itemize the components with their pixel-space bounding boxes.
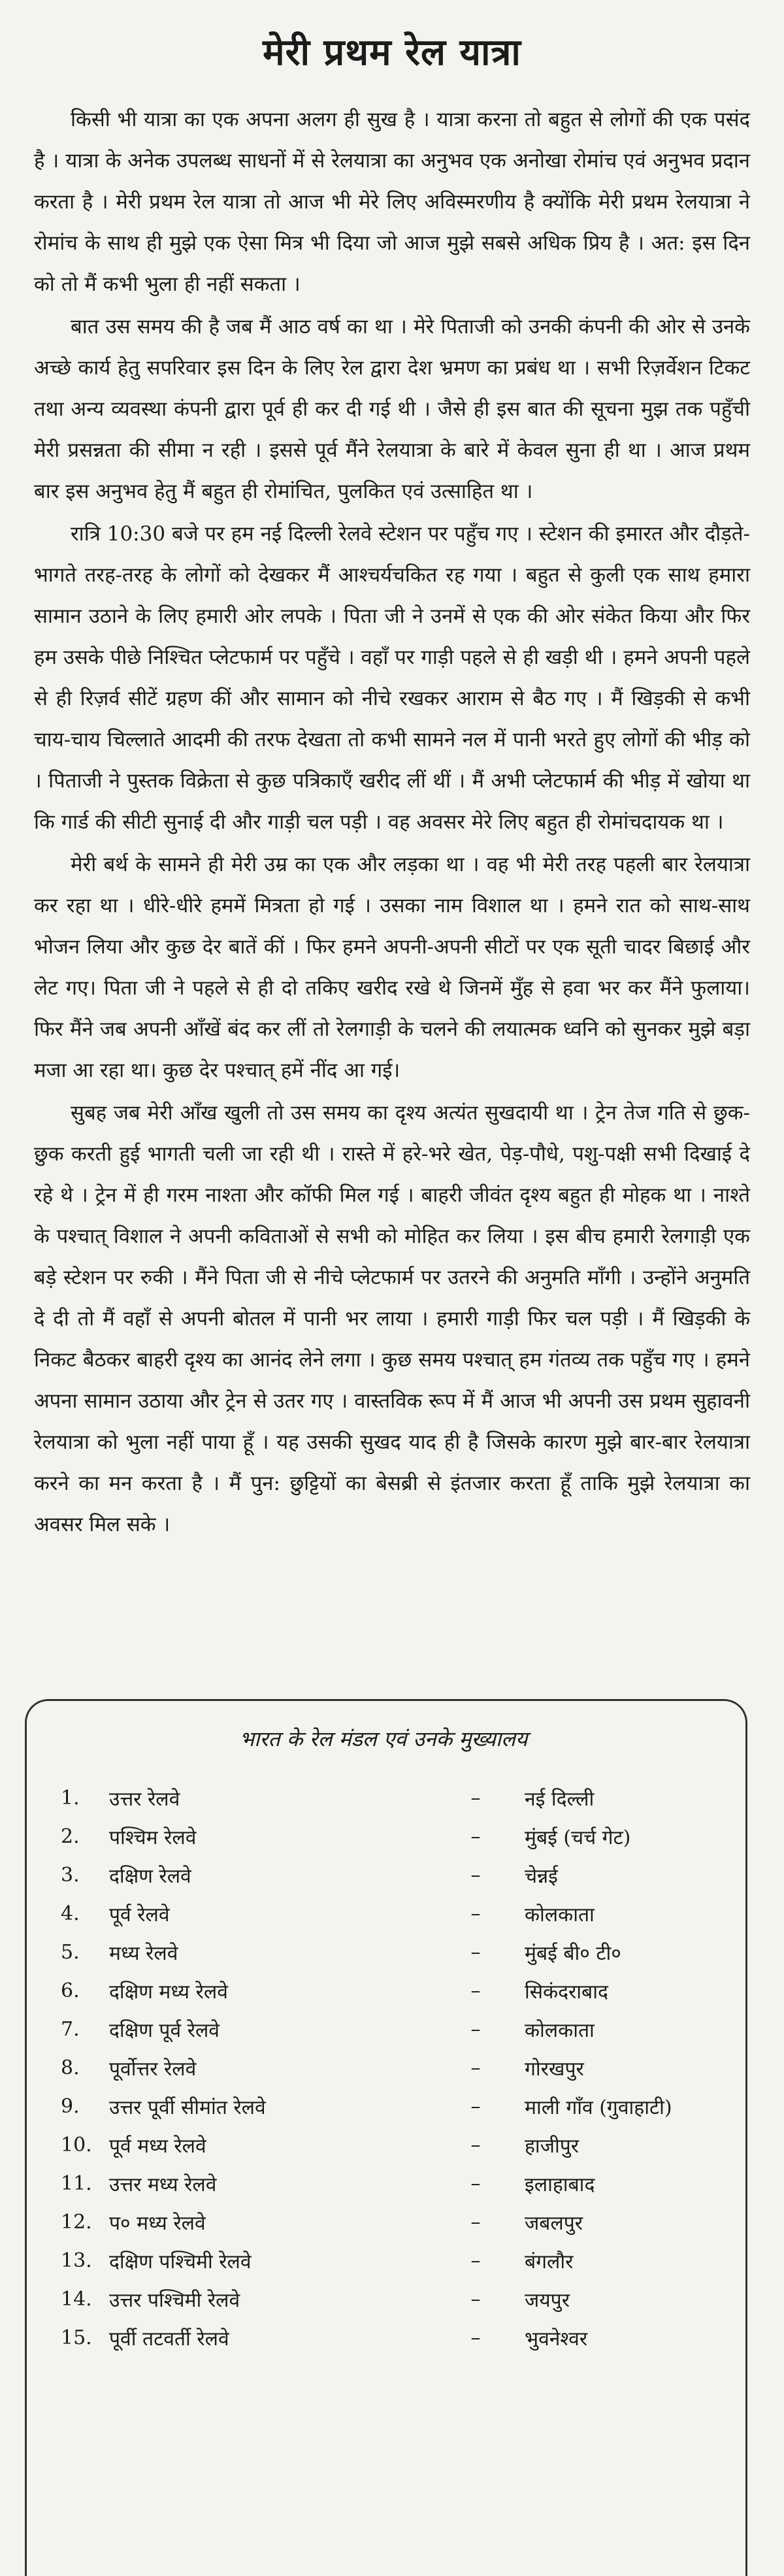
zone-headquarters: मुंबई बी० टी० <box>525 1942 621 1965</box>
zone-row <box>61 2241 706 2280</box>
essay-paragraph-5: सुबह जब मेरी आँख खुली तो उस समय का दृश्य अत्यंत सुखदायी था । ट्रेन तेज गति से छुक-छुक करती हुई भागती चली जा रही थी । रास्ते में हरे-भरे खेत, पेड़-पौधे, पशु-पक्षी सभी दिखाई दे रहे थे । ट्रेन में ही गरम नाश्ता और कॉफी मिल गई । बाहरी जीवंत दृश्य बहुत ही मोहक था । नाश्ते के पश्चात् विशाल ने अपनी कविताओं से सभी को मोहित कर लिया । इस बीच हमारी रेलगाड़ी एक बड़े स्टेशन पर रुकी । मैंने पिता जी से नीचे प्लेटफार्म पर उतरने की अनुमति माँगी । उन्होंने अनुमति दे दी तो मैं वहाँ से अपनी बोतल में पानी भर लाया । हमारी गाड़ी फिर चल पड़ी । मैं खिड़की के निकट बैठकर बाहरी दृश्य का आनंद लेने लगा । कुछ समय पश्चात् हम गंतव्य तक पहुँच गए । हमने अपना सामान उठाया और ट्रेन से उतर गए । वास्तविक रूप में मैं आज भी अपनी उस प्रथम सुहावनी रेलयात्रा को भुला नहीं पाया हूँ । यह उसकी सुखद याद ही है जिसके कारण मुझे बार-बार रेलयात्रा करने का मन करता है । मैं पुन: छुट्टियों का बेसब्री से इंतजार करता हूँ ताकि मुझे रेलयात्रा का अवसर मिल सके । <box>34 1101 750 1536</box>
zone-headquarters: जयपुर <box>525 2289 570 2312</box>
zone-number: 3. <box>61 1864 80 1887</box>
zone-name: दक्षिण मध्य रेलवे <box>109 1981 228 2004</box>
zone-row <box>61 2049 706 2087</box>
essay-paragraph-2: बात उस समय की है जब मैं आठ वर्ष का था । मेरे पिताजी को उनकी कंपनी की ओर से उनके अच्छे कार्य हेतु सपरिवार इस दिन के लिए रेल द्वारा देश भ्रमण का प्रबंध था । सभी रिज़र्वेशन टिकट तथा अन्य व्यवस्था कंपनी द्वारा पूर्व ही कर दी गई थी । जैसे ही इस बात की सूचना मुझ तक पहुँची मेरी प्रसन्नता की सीमा न रही । इससे पूर्व मैंने रेलयात्रा के बारे में केवल सुना ही था । आज प्रथम बार इस अनुभव हेतु मैं बहुत ही रोमांचित, पुलकित एवं उत्साहित था । <box>34 315 750 503</box>
zone-name: दक्षिण पूर्व रेलवे <box>109 2019 220 2042</box>
zone-row <box>61 2010 706 2049</box>
zone-row <box>61 1933 706 1972</box>
zone-number: 1. <box>61 1787 80 1809</box>
zone-separator: – <box>470 2056 481 2079</box>
zone-separator: – <box>470 2134 481 2156</box>
zone-name: उत्तर पश्चिमी रेलवे <box>109 2289 240 2312</box>
zone-name: मध्य रेलवे <box>109 1942 178 1965</box>
zone-headquarters: कोलकाता <box>525 2019 595 2042</box>
zone-row <box>61 2087 706 2126</box>
essay-paragraph-4: मेरी बर्थ के सामने ही मेरी उम्र का एक और लड़का था । वह भी मेरी तरह पहली बार रेलयात्रा कर रहा था । धीरे-धीरे हममें मित्रता हो गई । उसका नाम विशाल था । हमने रात को साथ-साथ भोजन लिया और कुछ देर बातें कीं । फिर हमने अपनी-अपनी सीटों पर एक सूती चादर बिछाई और लेट गए। पिता जी ने पहले से ही दो तकिए खरीद रखे थे जिनमें मुँह से हवा भर कर मैंने फुलाया। फिर मैंने जब अपनी आँखें बंद कर लीं तो रेलगाड़ी के चलने की लयात्मक ध्वनि को सुनकर मुझे बड़ा मजा आ रहा था। कुछ देर पश्चात् हमें नींद आ गई। <box>34 853 750 1082</box>
zone-number: 7. <box>61 2018 80 2041</box>
zone-separator: – <box>470 2095 481 2118</box>
zone-name: उत्तर मध्य रेलवे <box>109 2173 217 2196</box>
zone-number: 8. <box>61 2056 80 2079</box>
zone-headquarters: जबलपुर <box>525 2212 583 2235</box>
zone-row <box>61 1972 706 2010</box>
zone-number: 6. <box>61 1979 80 2002</box>
essay-paragraph-1: किसी भी यात्रा का एक अपना अलग ही सुख है । यात्रा करना तो बहुत से लोगों की एक पसंद है । यात्रा के अनेक उपलब्ध साधनों में से रेलयात्रा का अनुभव एक अनोखा रोमांच एवं अनुभव प्रदान करता है । मेरी प्रथम रेल यात्रा तो आज भी मेरे लिए अविस्मरणीय है क्योंकि मेरी प्रथम रेलयात्रा ने रोमांच के साथ ही मुझे एक ऐसा मित्र भी दिया जो आज मुझे सबसे अधिक प्रिय है । अत: इस दिन को तो मैं कभी भुला ही नहीं सकता । <box>34 108 750 296</box>
zone-name: उत्तर पूर्वी सीमांत रेलवे <box>109 2096 266 2119</box>
zone-number: 9. <box>61 2095 80 2118</box>
zone-separator: – <box>470 1941 481 1964</box>
zone-headquarters: मुंबई (चर्च गेट) <box>525 1826 631 1849</box>
essay-title: मेरी प्रथम रेल यात्रा <box>263 31 521 74</box>
zone-number: 13. <box>61 2249 92 2272</box>
zone-name: पश्चिम रेलवे <box>109 1826 197 1849</box>
zone-row <box>61 2280 706 2319</box>
zone-headquarters: नई दिल्ली <box>525 1788 595 1811</box>
zone-name: प० मध्य रेलवे <box>109 2212 206 2235</box>
zone-row <box>61 2126 706 2164</box>
zone-headquarters: चेन्नई <box>525 1865 558 1888</box>
zone-separator: – <box>470 2249 481 2272</box>
zone-number: 5. <box>61 1941 80 1964</box>
zone-headquarters: हाजीपुर <box>525 2135 580 2158</box>
zone-separator: – <box>470 2172 481 2195</box>
zone-separator: – <box>470 1979 481 2002</box>
zone-separator: – <box>470 2211 481 2234</box>
zone-separator: – <box>470 1864 481 1887</box>
zone-number: 2. <box>61 1825 80 1848</box>
zone-row <box>61 2319 706 2357</box>
zone-row <box>61 1817 706 1856</box>
zone-separator: – <box>470 2288 481 2311</box>
essay-body <box>34 99 750 1545</box>
zone-headquarters: सिकंदराबाद <box>525 1981 608 2004</box>
zone-headquarters: बंगलौर <box>525 2251 574 2273</box>
zone-separator: – <box>470 1825 481 1848</box>
zone-headquarters: कोलकाता <box>525 1904 595 1926</box>
zone-separator: – <box>470 1787 481 1809</box>
zone-name: दक्षिण पश्चिमी रेलवे <box>109 2251 252 2273</box>
zone-row <box>61 1779 706 1817</box>
zone-row <box>61 1894 706 1933</box>
zone-row <box>61 2164 706 2203</box>
zone-number: 14. <box>61 2288 92 2311</box>
zone-name: पूर्वोत्तर रेलवे <box>109 2058 197 2081</box>
zone-headquarters: गोरखपुर <box>525 2058 584 2081</box>
essay-paragraph-3: रात्रि 10:30 बजे पर हम नई दिल्ली रेलवे स्टेशन पर पहुँच गए । स्टेशन की इमारत और दौड़ते-भागते तरह-तरह के लोगों को देखकर मैं आश्चर्यचकित रह गया । बहुत से कुली एक साथ हमारा सामान उठाने के लिए हमारी ओर लपके । पिता जी ने उनमें से एक की ओर संकेत किया और फिर हम उसके पीछे निश्चित प्लेटफार्म पर पहुँचे । वहाँ पर गाड़ी पहले से ही खड़ी थी । हमने अपनी पहले से ही रिज़र्व सीटें ग्रहण कीं और सामान को नीचे रखकर आराम से बैठ गए । मैं खिड़की से कभी चाय-चाय चिल्लाते आदमी की तरफ देखता तो कभी सामने नल में पानी भरते हुए लोगों की भीड़ को । पिताजी ने पुस्तक विक्रेता से कुछ पत्रिकाएँ खरीद लीं थीं । मैं अभी प्लेटफार्म की भीड़ में खोया था कि गार्ड की सीटी सुनाई दी और गाड़ी चल पड़ी । वह अवसर मेरे लिए बहुत ही रोमांचदायक था । <box>34 522 750 834</box>
zone-separator: – <box>470 1902 481 1925</box>
zone-number: 15. <box>61 2326 92 2349</box>
zone-number: 12. <box>61 2211 92 2234</box>
zone-name: पूर्वी तटवर्ती रेलवे <box>109 2328 229 2351</box>
zone-row <box>61 1856 706 1894</box>
zone-name: पूर्व रेलवे <box>109 1904 170 1926</box>
zone-separator: – <box>470 2018 481 2041</box>
zone-name: पूर्व मध्य रेलवे <box>109 2135 206 2158</box>
zone-number: 11. <box>61 2172 92 2195</box>
zone-name: उत्तर रेलवे <box>109 1788 180 1811</box>
zone-separator: – <box>470 2326 481 2349</box>
railway-zones-box <box>25 1699 747 2576</box>
railway-zones-title: भारत के रेल मंडल एवं उनके मुख्यालय <box>239 1726 528 1751</box>
zone-number: 10. <box>61 2134 92 2156</box>
zone-headquarters: भुवनेश्वर <box>525 2328 588 2351</box>
railway-zones-list <box>61 1779 706 2357</box>
zone-number: 4. <box>61 1902 80 1925</box>
zone-headquarters: माली गाँव (गुवाहाटी) <box>525 2096 672 2119</box>
zone-headquarters: इलाहाबाद <box>525 2173 595 2196</box>
zone-row <box>61 2203 706 2241</box>
zone-name: दक्षिण रेलवे <box>109 1865 191 1888</box>
